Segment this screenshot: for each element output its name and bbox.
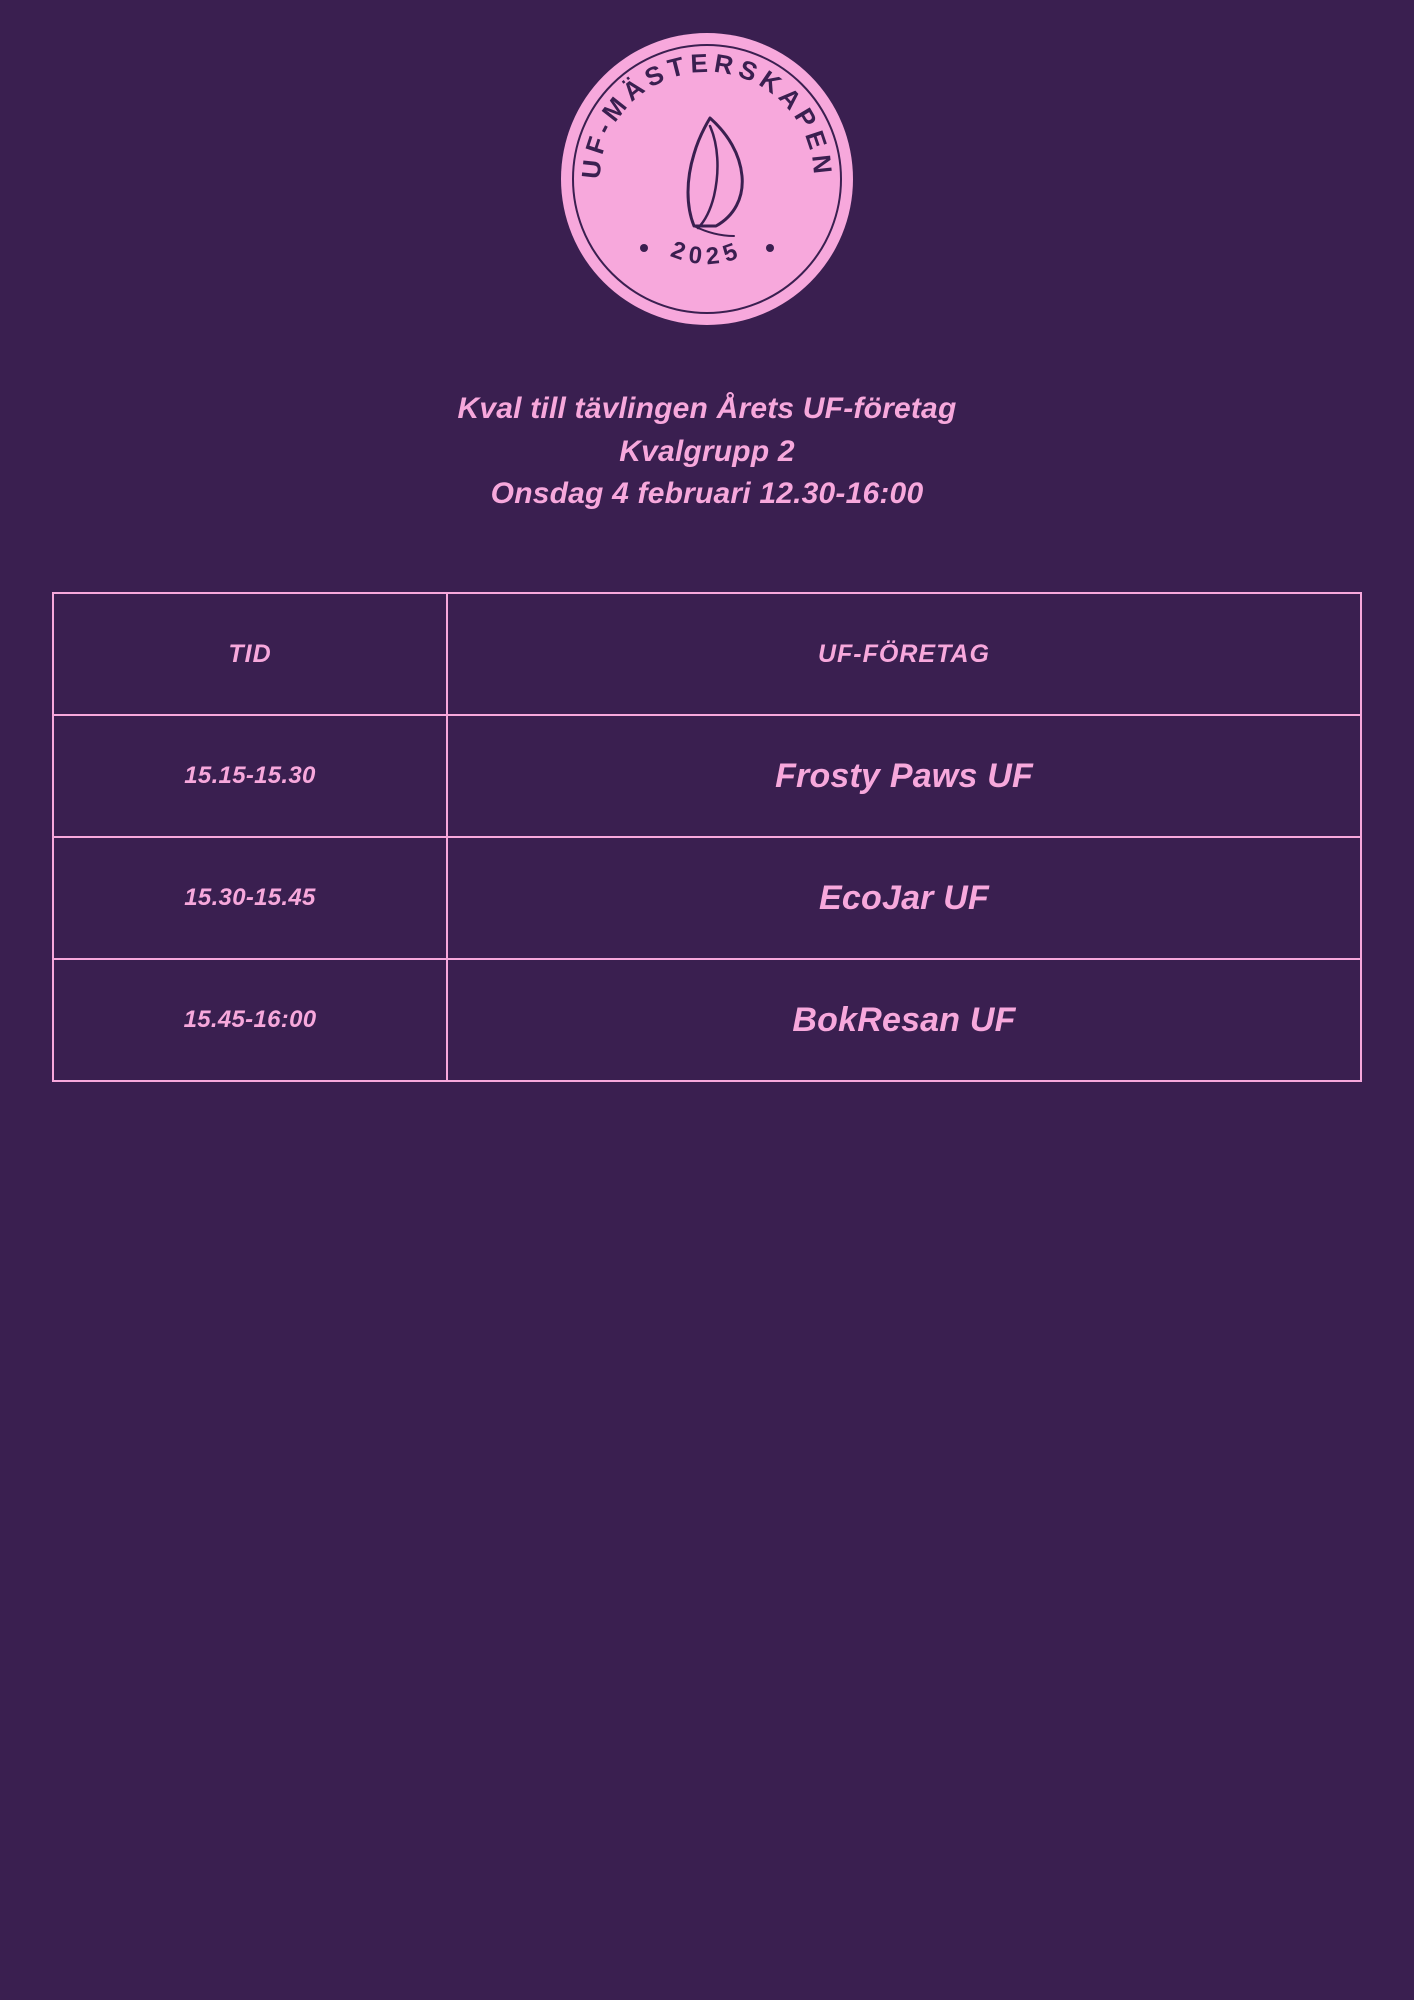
title-line-3: Onsdag 4 februari 12.30-16:00 [490, 477, 924, 511]
table-row [53, 715, 1361, 837]
page-title [0, 388, 1414, 516]
schedule-table-container [52, 592, 1362, 1082]
table-header-row [53, 593, 1361, 715]
svg-text:2025: 2025 [667, 236, 747, 271]
row-time: 15.45-16:00 [53, 959, 447, 1081]
row-time: 15.15-15.30 [53, 715, 447, 837]
title-line-2: Kvalgrupp 2 [619, 434, 795, 468]
table-row [53, 837, 1361, 959]
uf-masterskapen-seal-icon [558, 30, 856, 328]
svg-text:UF-MÄSTERSKAPEN: UF-MÄSTERSKAPEN [575, 47, 839, 181]
column-header-time: TID [53, 593, 447, 715]
table-row [53, 959, 1361, 1081]
schedule-table [52, 592, 1362, 1082]
title-line-1: Kval till tävlingen Årets UF-företag [457, 392, 957, 425]
row-company: BokResan UF [447, 959, 1361, 1081]
row-company: Frosty Paws UF [447, 715, 1361, 837]
row-time: 15.30-15.45 [53, 837, 447, 959]
row-company: EcoJar UF [447, 837, 1361, 959]
column-header-company: UF-FÖRETAG [447, 593, 1361, 715]
logo-container [0, 30, 1414, 328]
